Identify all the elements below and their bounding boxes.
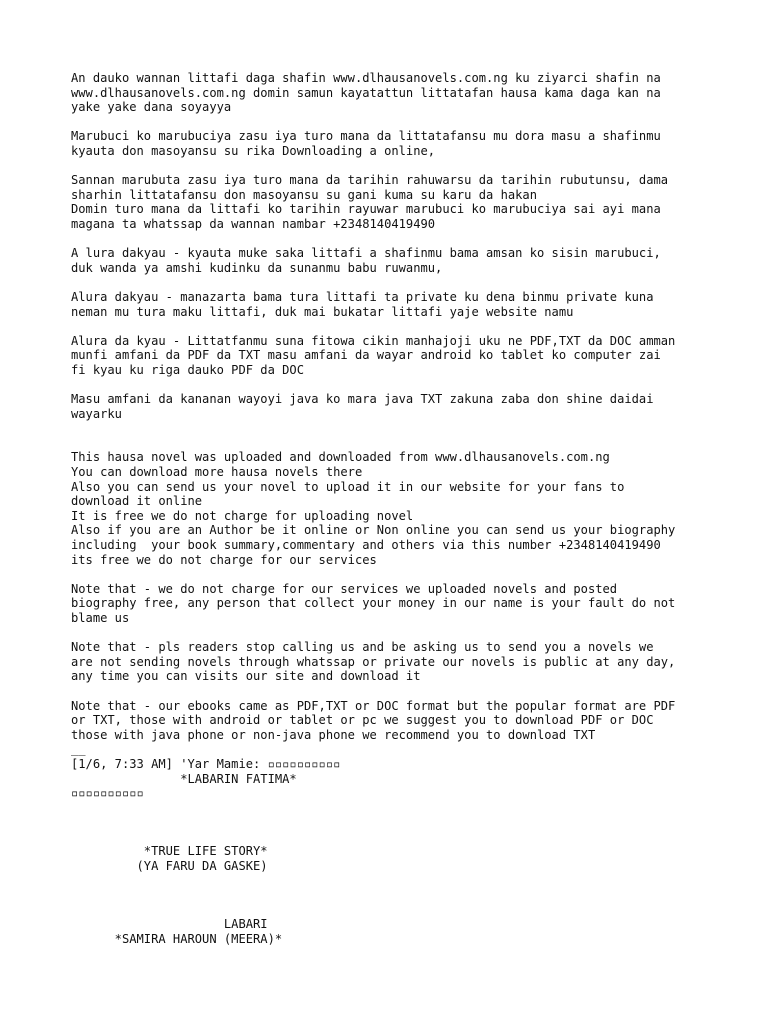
text-line: (YA FARU DA GASKE) [71, 859, 268, 874]
text-line: Masu amfani da kananan wayoyi java ko mara java TXT zakuna zaba don shine daidai [71, 392, 654, 407]
paragraph [71, 173, 711, 231]
text-line: Note that - pls readers stop calling us and be asking us to send you a novels we [71, 640, 654, 655]
text-line: Note that - we do not charge for our services we uploaded novels and posted [71, 581, 618, 596]
text-line [71, 888, 711, 903]
text-line [71, 903, 711, 918]
text-line: __ [71, 742, 86, 757]
text-line: kyauta don masoyansu su rika Downloading a online, [71, 143, 436, 158]
paragraph [71, 290, 711, 319]
text-line: An dauko wannan littafi daga shafin www.dlhausanovels.com.ng ku ziyarci shafin na [71, 71, 661, 85]
text-line: Note that - our ebooks came as PDF,TXT or DOC format but the popular format are PDF [71, 698, 676, 713]
text-line [71, 436, 711, 451]
text-line: *LABARIN FATIMA* [71, 771, 297, 786]
text-line [71, 874, 711, 889]
paragraph [71, 640, 711, 684]
paragraph [71, 436, 711, 567]
text-line: www.dlhausanovels.com.ng domin samun kayatattun littatafan hausa kama daga kan na [71, 85, 661, 100]
text-line: sharhin littatafansu don masoyansu su gani kuma su karu da hakan [71, 187, 537, 202]
text-line: Also if you are an Author be it online or Non online you can send us your biography [71, 523, 676, 538]
document-page [71, 71, 711, 961]
paragraph [71, 71, 711, 115]
text-line: yake yake dana soyayya [71, 100, 232, 115]
text-line: Alura da kyau - Littatfanmu suna fitowa cikin manhajoji uku ne PDF,TXT da DOC amman [71, 333, 676, 348]
text-line: Domin turo mana da littafi ko tarihin rayuwar marubuci ko marubuciya sai ayi mana [71, 202, 661, 217]
text-line: Also you can send us your novel to upload it in our website for your fans to [71, 479, 625, 494]
text-line: fi kyau ku riga dauko PDF da DOC [71, 362, 304, 377]
text-line: A lura dakyau - kyauta muke saka littafi a shafinmu bama amsan ko sisin marubuci, [71, 246, 661, 261]
text-line: [1/6, 7:33 AM] 'Yar Mamie: ▫▫▫▫▫▫▫▫▫▫ [71, 756, 341, 771]
text-line: You can download more hausa novels there [71, 465, 363, 480]
paragraph [71, 246, 711, 275]
text-line: This hausa novel was uploaded and downloaded from www.dlhausanovels.com.ng [71, 450, 610, 465]
text-line: are not sending novels through whatssap or private our novels is public at any day, [71, 654, 676, 669]
text-line: magana ta whatssap da wannan nambar +2348140419490 [71, 216, 436, 231]
text-line: its free we do not charge for our services [71, 552, 377, 567]
text-line: It is free we do not charge for uploading novel [71, 508, 414, 523]
text-line: duk wanda ya amshi kudinku da sunanmu babu ruwanmu, [71, 260, 443, 275]
text-line: wayarku [71, 406, 122, 421]
text-line: *TRUE LIFE STORY* [71, 844, 268, 859]
paragraph [71, 582, 711, 626]
paragraph [71, 334, 711, 378]
text-line: *SAMIRA HAROUN (MEERA)* [71, 932, 283, 947]
text-line: those with java phone or non-java phone we recommend you to download TXT [71, 727, 596, 742]
text-line: blame us [71, 610, 130, 625]
text-line: LABARI [71, 917, 268, 932]
text-line: Marubuci ko marubuciya zasu iya turo mana da littatafansu mu dora masu a shafinmu [71, 129, 661, 144]
text-line: including your book summary,commentary and others via this number +2348140419490 [71, 538, 661, 552]
text-line: biography free, any person that collect your money in our name is your fault do not [71, 596, 676, 611]
text-line [71, 815, 711, 830]
text-line: download it online [71, 494, 203, 509]
paragraph [71, 392, 711, 421]
text-line [71, 801, 711, 816]
text-line: ▫▫▫▫▫▫▫▫▫▫ [71, 786, 144, 801]
text-line: neman mu tura maku littafi, duk mai bukatar littafi yaje website namu [71, 304, 574, 319]
paragraph [71, 129, 711, 158]
text-line: munfi amfani da PDF da TXT masu amfani da wayar android ko tablet ko computer zai [71, 348, 661, 363]
text-line: Alura dakyau - manazarta bama tura littafi ta private ku dena binmu private kuna [71, 289, 654, 304]
text-line: Sannan marubuta zasu iya turo mana da tarihin rahuwarsu da tarihin rubutunsu, dama [71, 173, 669, 188]
paragraph [71, 699, 711, 947]
text-line: any time you can visits our site and download it [71, 669, 421, 684]
text-line: or TXT, those with android or tablet or pc we suggest you to download PDF or DOC [71, 713, 654, 728]
text-line [71, 830, 711, 845]
